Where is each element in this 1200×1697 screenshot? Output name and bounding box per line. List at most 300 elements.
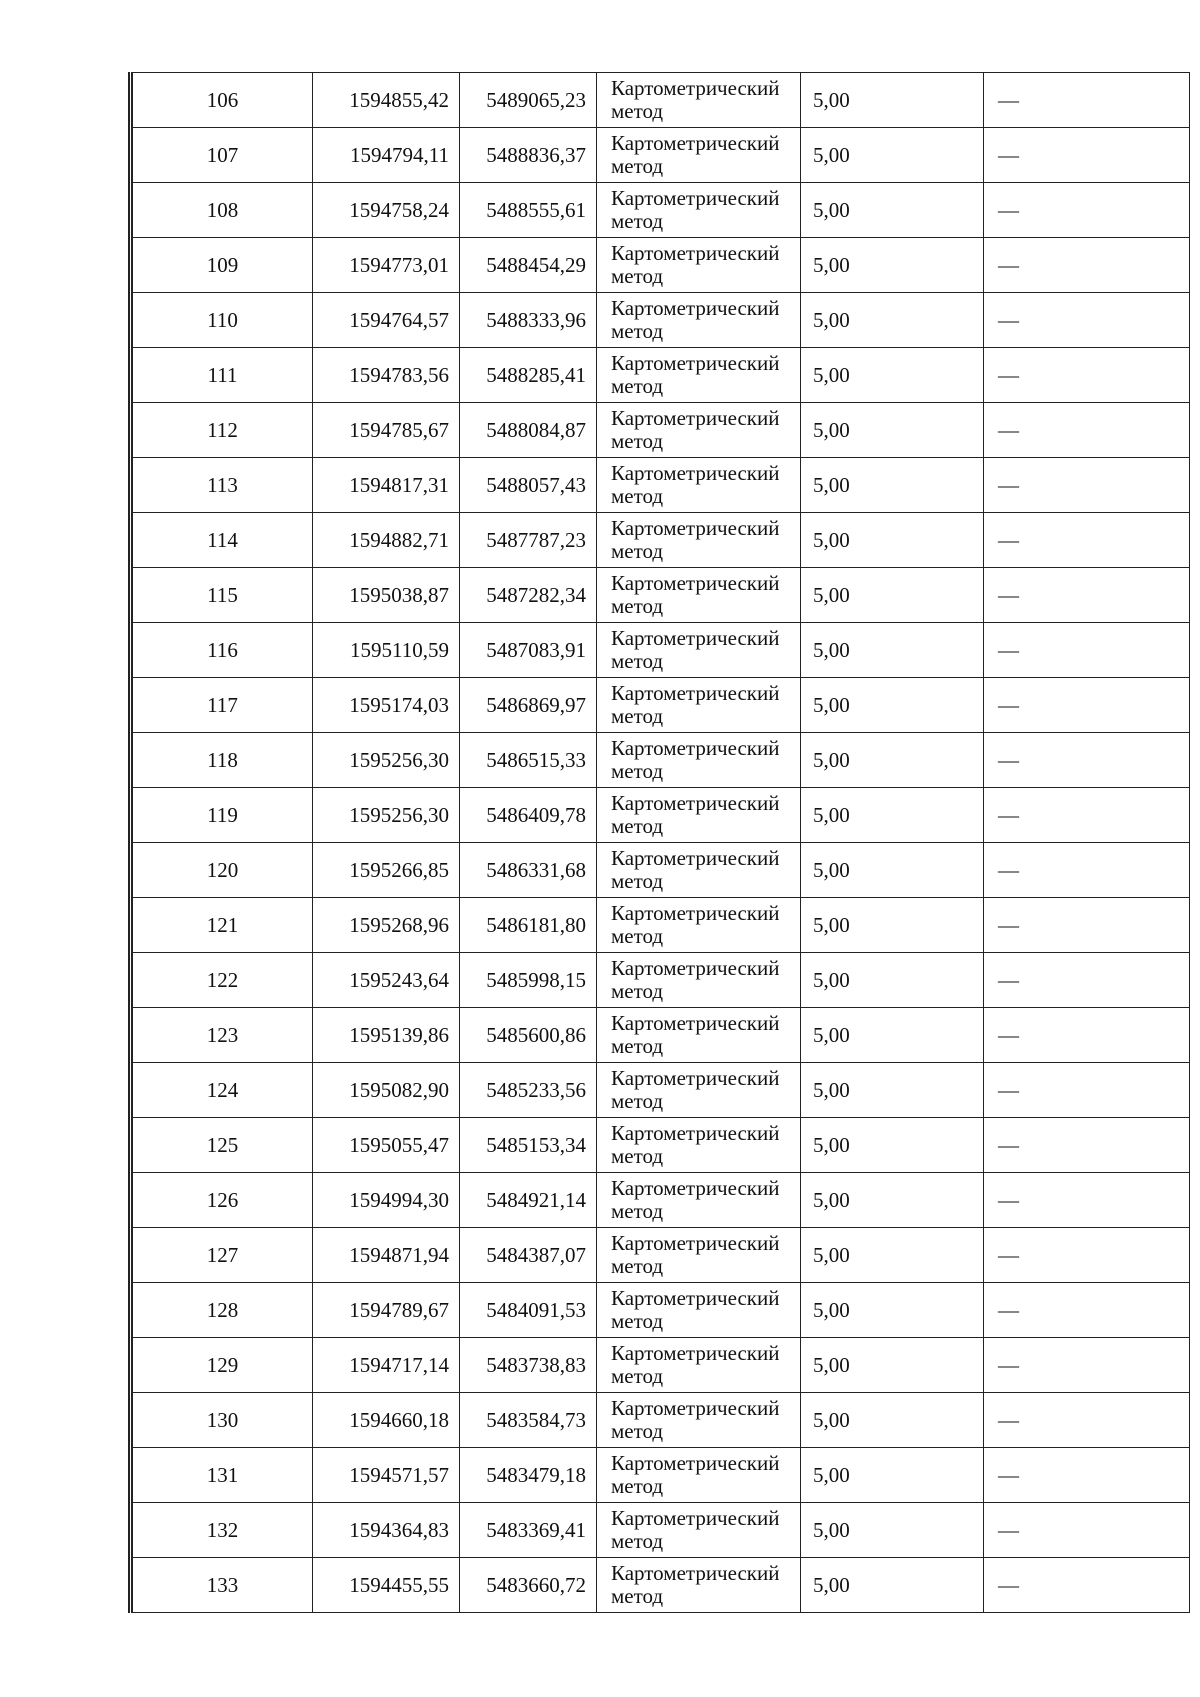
description-text: — [998,1352,1019,1377]
table-row [131,843,1190,898]
coordinate-y-cell [460,293,597,348]
coordinate-y-text: 5486869,97 [486,692,586,717]
accuracy-text: 5,00 [813,1462,850,1487]
coordinate-x-cell [313,1503,460,1558]
coordinate-x-cell [313,1448,460,1503]
point-number-cell [131,513,313,568]
coordinate-y-cell [460,1448,597,1503]
method-text: Картометрический метод [611,956,780,1003]
method-cell [597,348,801,403]
accuracy-cell [801,1448,984,1503]
coordinate-x-text: 1595038,87 [349,582,449,607]
description-text: — [998,362,1019,387]
accuracy-cell [801,733,984,788]
coordinate-y-text: 5486409,78 [486,802,586,827]
coordinate-x-cell [313,1173,460,1228]
coordinates-table-body [131,73,1190,1613]
point-number-text: 110 [207,307,238,332]
coordinate-x-cell [313,513,460,568]
description-cell [984,568,1190,623]
description-cell [984,623,1190,678]
description-text: — [998,527,1019,552]
method-text: Картометрический метод [611,516,780,563]
coordinate-x-text: 1594794,11 [350,142,449,167]
coordinate-y-cell [460,1283,597,1338]
method-text: Картометрический метод [611,791,780,838]
coordinate-y-cell [460,568,597,623]
coordinate-y-cell [460,898,597,953]
coordinate-y-text: 5488555,61 [486,197,586,222]
table-row [131,403,1190,458]
coordinate-y-text: 5488836,37 [486,142,586,167]
point-number-text: 132 [206,1517,239,1542]
coordinate-y-cell [460,73,597,128]
accuracy-cell [801,788,984,843]
point-number-text: 118 [207,747,238,772]
method-text: Картометрический метод [611,1561,780,1608]
point-number-text: 111 [207,362,238,387]
point-number-cell [131,403,313,458]
description-text: — [998,1077,1019,1102]
coordinate-x-text: 1595243,64 [349,967,449,992]
coordinate-y-text: 5486515,33 [486,747,586,772]
point-number-cell [131,128,313,183]
accuracy-text: 5,00 [813,1297,850,1322]
point-number-cell [131,1393,313,1448]
coordinate-x-text: 1594994,30 [349,1187,449,1212]
point-number-cell [131,458,313,513]
table-row [131,183,1190,238]
accuracy-cell [801,843,984,898]
accuracy-cell [801,183,984,238]
method-cell [597,458,801,513]
method-text: Картометрический метод [611,626,780,673]
point-number-cell [131,1283,313,1338]
description-cell [984,1393,1190,1448]
point-number-cell [131,1558,313,1613]
coordinate-x-text: 1594660,18 [349,1407,449,1432]
method-text: Картометрический метод [611,1286,780,1333]
method-cell [597,1008,801,1063]
description-text: — [998,1297,1019,1322]
description-text: — [998,582,1019,607]
point-number-cell [131,1173,313,1228]
table-row [131,238,1190,293]
description-text: — [998,1572,1019,1597]
method-cell [597,238,801,293]
table-row [131,1008,1190,1063]
coordinate-y-cell [460,843,597,898]
point-number-text: 131 [206,1462,239,1487]
accuracy-cell [801,73,984,128]
point-number-cell [131,293,313,348]
point-number-text: 129 [206,1352,239,1377]
coordinate-y-cell [460,128,597,183]
table-row [131,623,1190,678]
coordinate-x-cell [313,1228,460,1283]
coordinate-y-cell [460,953,597,1008]
accuracy-text: 5,00 [813,857,850,882]
point-number-cell [131,1228,313,1283]
coordinate-y-text: 5485998,15 [486,967,586,992]
description-cell [984,238,1190,293]
point-number-text: 121 [206,912,239,937]
coordinate-y-text: 5488084,87 [486,417,586,442]
accuracy-text: 5,00 [813,1077,850,1102]
point-number-cell [131,1118,313,1173]
coordinate-y-text: 5483369,41 [486,1517,586,1542]
coordinate-x-cell [313,128,460,183]
description-cell [984,513,1190,568]
table-row [131,348,1190,403]
coordinate-y-cell [460,403,597,458]
method-cell [597,293,801,348]
description-cell [984,183,1190,238]
description-cell [984,1448,1190,1503]
coordinate-x-cell [313,403,460,458]
method-text: Картометрический метод [611,406,780,453]
coordinate-y-cell [460,1008,597,1063]
coordinate-y-text: 5484091,53 [486,1297,586,1322]
method-cell [597,1228,801,1283]
method-cell [597,1283,801,1338]
coordinate-x-text: 1594882,71 [349,527,449,552]
method-cell [597,1338,801,1393]
method-cell [597,788,801,843]
method-text: Картометрический метод [611,241,780,288]
method-text: Картометрический метод [611,681,780,728]
method-text: Картометрический метод [611,76,780,123]
table-row [131,678,1190,733]
coordinate-y-cell [460,1558,597,1613]
coordinate-y-text: 5485600,86 [486,1022,586,1047]
coordinate-x-cell [313,348,460,403]
description-text: — [998,252,1019,277]
accuracy-cell [801,403,984,458]
point-number-text: 125 [206,1132,239,1157]
accuracy-cell [801,1118,984,1173]
coordinate-y-text: 5486181,80 [486,912,586,937]
accuracy-text: 5,00 [813,692,850,717]
coordinate-x-cell [313,1393,460,1448]
coordinate-x-text: 1595110,59 [350,637,449,662]
method-cell [597,128,801,183]
coordinate-x-cell [313,623,460,678]
accuracy-cell [801,568,984,623]
accuracy-text: 5,00 [813,197,850,222]
coordinate-y-cell [460,458,597,513]
coordinate-y-cell [460,733,597,788]
method-cell [597,513,801,568]
accuracy-cell [801,623,984,678]
method-text: Картометрический метод [611,296,780,343]
table-row [131,1063,1190,1118]
coordinate-x-text: 1595266,85 [349,857,449,882]
coordinate-y-cell [460,513,597,568]
description-text: — [998,802,1019,827]
description-cell [984,1283,1190,1338]
coordinate-x-text: 1594571,57 [349,1462,449,1487]
table-row [131,1228,1190,1283]
description-cell [984,1173,1190,1228]
accuracy-text: 5,00 [813,1242,850,1267]
table-row [131,568,1190,623]
accuracy-cell [801,1228,984,1283]
coordinate-y-cell [460,1393,597,1448]
accuracy-cell [801,513,984,568]
accuracy-text: 5,00 [813,142,850,167]
coordinate-x-text: 1594764,57 [349,307,449,332]
method-cell [597,73,801,128]
description-cell [984,1118,1190,1173]
point-number-text: 130 [206,1407,239,1432]
coordinate-y-text: 5483660,72 [486,1572,586,1597]
coordinate-y-text: 5488333,96 [486,307,586,332]
point-number-cell [131,733,313,788]
method-text: Картометрический метод [611,1011,780,1058]
coordinate-y-text: 5488285,41 [486,362,586,387]
method-cell [597,1503,801,1558]
coordinate-y-text: 5484387,07 [486,1242,586,1267]
coordinate-x-cell [313,1008,460,1063]
coordinate-y-cell [460,348,597,403]
method-cell [597,623,801,678]
accuracy-text: 5,00 [813,362,850,387]
description-text: — [998,1132,1019,1157]
description-cell [984,1008,1190,1063]
point-number-text: 106 [206,87,239,112]
description-text: — [998,1462,1019,1487]
table-row [131,1558,1190,1613]
method-text: Картометрический метод [611,736,780,783]
description-cell [984,843,1190,898]
table-row [131,128,1190,183]
point-number-text: 133 [206,1572,239,1597]
point-number-text: 120 [206,857,239,882]
description-text: — [998,472,1019,497]
accuracy-cell [801,678,984,733]
point-number-text: 112 [207,417,238,442]
description-cell [984,733,1190,788]
coordinate-x-cell [313,1558,460,1613]
coordinate-x-text: 1594785,67 [349,417,449,442]
point-number-cell [131,1448,313,1503]
accuracy-cell [801,898,984,953]
coordinate-y-text: 5486331,68 [486,857,586,882]
description-text: — [998,87,1019,112]
point-number-cell [131,73,313,128]
description-text: — [998,1242,1019,1267]
description-cell [984,788,1190,843]
coordinate-x-cell [313,953,460,1008]
description-text: — [998,967,1019,992]
coordinate-y-cell [460,1228,597,1283]
coordinate-x-text: 1595256,30 [349,802,449,827]
point-number-cell [131,238,313,293]
description-text: — [998,307,1019,332]
method-text: Картометрический метод [611,1121,780,1168]
coordinate-x-text: 1595256,30 [349,747,449,772]
coordinate-y-text: 5488454,29 [486,252,586,277]
coordinate-x-cell [313,733,460,788]
coordinates-table [128,72,1190,1613]
accuracy-cell [801,1283,984,1338]
method-text: Картометрический метод [611,1066,780,1113]
description-cell [984,1338,1190,1393]
coordinate-x-text: 1594455,55 [349,1572,449,1597]
accuracy-cell [801,953,984,1008]
description-text: — [998,637,1019,662]
method-cell [597,1063,801,1118]
accuracy-cell [801,458,984,513]
coordinate-x-cell [313,898,460,953]
method-text: Картометрический метод [611,131,780,178]
coordinate-x-text: 1595174,03 [349,692,449,717]
accuracy-text: 5,00 [813,912,850,937]
description-text: — [998,1187,1019,1212]
point-number-text: 126 [206,1187,239,1212]
table-row [131,953,1190,1008]
description-cell [984,293,1190,348]
coordinate-x-text: 1595139,86 [349,1022,449,1047]
coordinate-x-cell [313,73,460,128]
method-cell [597,733,801,788]
method-text: Картометрический метод [611,1506,780,1553]
point-number-text: 117 [207,692,238,717]
accuracy-cell [801,128,984,183]
description-text: — [998,417,1019,442]
method-text: Картометрический метод [611,186,780,233]
accuracy-text: 5,00 [813,1187,850,1212]
method-text: Картометрический метод [611,846,780,893]
method-cell [597,678,801,733]
description-text: — [998,142,1019,167]
point-number-cell [131,1338,313,1393]
point-number-text: 114 [207,527,238,552]
accuracy-text: 5,00 [813,1517,850,1542]
coordinate-y-text: 5485153,34 [486,1132,586,1157]
accuracy-text: 5,00 [813,1132,850,1157]
point-number-text: 113 [207,472,238,497]
coordinate-x-cell [313,568,460,623]
coordinate-x-cell [313,678,460,733]
coordinate-x-text: 1595268,96 [349,912,449,937]
table-row [131,1283,1190,1338]
method-text: Картометрический метод [611,1176,780,1223]
coordinate-x-text: 1594817,31 [349,472,449,497]
coordinate-x-cell [313,1063,460,1118]
coordinate-x-cell [313,458,460,513]
coordinate-x-text: 1595082,90 [349,1077,449,1102]
method-text: Картометрический метод [611,1341,780,1388]
point-number-text: 127 [206,1242,239,1267]
coordinate-y-text: 5487083,91 [486,637,586,662]
coordinate-y-cell [460,788,597,843]
point-number-cell [131,623,313,678]
method-cell [597,843,801,898]
table-row [131,1118,1190,1173]
coordinate-y-text: 5484921,14 [486,1187,586,1212]
coordinate-x-cell [313,843,460,898]
accuracy-text: 5,00 [813,87,850,112]
coordinate-x-cell [313,183,460,238]
point-number-cell [131,843,313,898]
point-number-cell [131,568,313,623]
point-number-cell [131,348,313,403]
coordinate-x-text: 1594717,14 [349,1352,449,1377]
point-number-cell [131,1503,313,1558]
accuracy-cell [801,1008,984,1063]
coordinate-x-cell [313,1118,460,1173]
table-row [131,73,1190,128]
description-cell [984,678,1190,733]
accuracy-text: 5,00 [813,1407,850,1432]
coordinate-y-cell [460,238,597,293]
coordinate-y-cell [460,1063,597,1118]
accuracy-text: 5,00 [813,1022,850,1047]
description-cell [984,1558,1190,1613]
coordinate-x-text: 1594789,67 [349,1297,449,1322]
table-row [131,1338,1190,1393]
description-cell [984,73,1190,128]
accuracy-cell [801,293,984,348]
accuracy-text: 5,00 [813,1572,850,1597]
accuracy-cell [801,348,984,403]
method-text: Картометрический метод [611,901,780,948]
accuracy-cell [801,1503,984,1558]
accuracy-text: 5,00 [813,967,850,992]
accuracy-cell [801,1558,984,1613]
coordinate-x-cell [313,1338,460,1393]
coordinate-x-text: 1594773,01 [349,252,449,277]
accuracy-cell [801,1063,984,1118]
coordinate-x-text: 1594783,56 [349,362,449,387]
coordinate-y-text: 5487282,34 [486,582,586,607]
description-text: — [998,912,1019,937]
accuracy-cell [801,1393,984,1448]
description-cell [984,953,1190,1008]
method-cell [597,953,801,1008]
accuracy-text: 5,00 [813,417,850,442]
accuracy-text: 5,00 [813,307,850,332]
coordinate-y-cell [460,678,597,733]
coordinate-y-cell [460,1338,597,1393]
method-text: Картометрический метод [611,461,780,508]
coordinate-y-cell [460,1503,597,1558]
method-cell [597,898,801,953]
accuracy-text: 5,00 [813,1352,850,1377]
point-number-text: 107 [206,142,239,167]
coordinate-x-cell [313,788,460,843]
description-text: — [998,747,1019,772]
method-text: Картометрический метод [611,1396,780,1443]
point-number-cell [131,788,313,843]
coordinate-x-cell [313,238,460,293]
coordinate-y-text: 5485233,56 [486,1077,586,1102]
coordinate-y-cell [460,623,597,678]
accuracy-cell [801,1338,984,1393]
description-cell [984,128,1190,183]
coordinate-x-text: 1594871,94 [349,1242,449,1267]
point-number-text: 124 [206,1077,239,1102]
method-cell [597,1118,801,1173]
coordinate-x-text: 1594364,83 [349,1517,449,1542]
table-row [131,733,1190,788]
accuracy-cell [801,1173,984,1228]
method-cell [597,1393,801,1448]
table-row [131,293,1190,348]
accuracy-text: 5,00 [813,582,850,607]
